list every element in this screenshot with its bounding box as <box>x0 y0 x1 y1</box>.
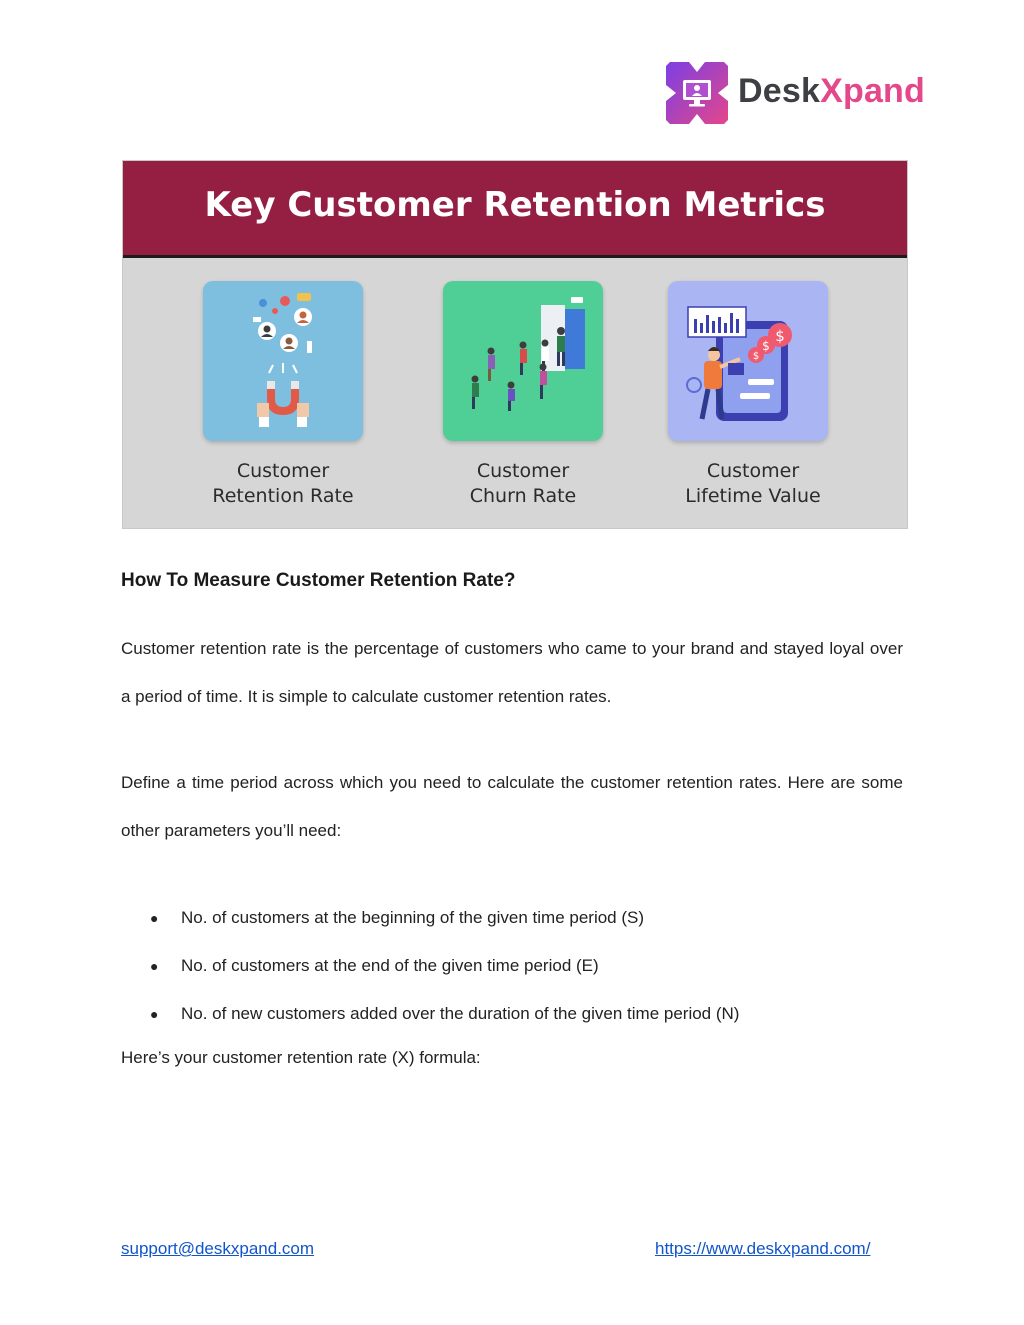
svg-text:$: $ <box>752 351 760 362</box>
magnet-attracting-customers-icon <box>203 281 363 441</box>
section-heading: How To Measure Customer Retention Rate? <box>121 570 516 591</box>
svg-text:$: $ <box>775 327 785 345</box>
banner-header <box>123 161 907 258</box>
paragraph-parameters: Define a time period across which you need to calculate the customer retention rates. Here are some other parameters you’ll need: <box>121 773 903 840</box>
svg-text:$: $ <box>762 339 770 353</box>
person-with-chart-and-coins-icon <box>668 281 828 441</box>
churn-rate-card <box>443 281 603 441</box>
lifetime-value-label: Customer Lifetime Value <box>685 460 821 507</box>
paragraph-definition: Customer retention rate is the percentage of customers who came to your brand and stayed loyal over a period of time. It is simple to calculate customer retention rates. <box>121 639 903 706</box>
website-link[interactable]: https://www.deskxpand.com/ <box>655 1239 871 1258</box>
metrics-banner <box>122 160 908 529</box>
deskxpand-logo-icon <box>662 58 732 128</box>
parameter-list <box>121 894 903 1038</box>
list-item: ● No. of customers at the end of the given time period (E) <box>121 942 903 990</box>
people-leaving-through-door-icon <box>443 281 603 441</box>
retention-rate-card <box>203 281 363 441</box>
brand-logo <box>662 58 952 130</box>
support-email-link[interactable]: support@deskxpand.com <box>121 1239 315 1258</box>
lifetime-value-card <box>668 281 828 441</box>
retention-rate-label: Customer Retention Rate <box>212 460 354 507</box>
list-item: ● No. of customers at the beginning of the given time period (S) <box>121 894 903 942</box>
list-item: ● No. of new customers added over the duration of the given time period (N) <box>121 990 903 1038</box>
formula-intro: Here’s your customer retention rate (X) formula: <box>121 1048 481 1067</box>
brand-name: DeskXpand <box>738 72 925 110</box>
churn-rate-label: Customer Churn Rate <box>469 460 577 507</box>
banner-title: Key Customer Retention Metrics <box>204 185 826 225</box>
